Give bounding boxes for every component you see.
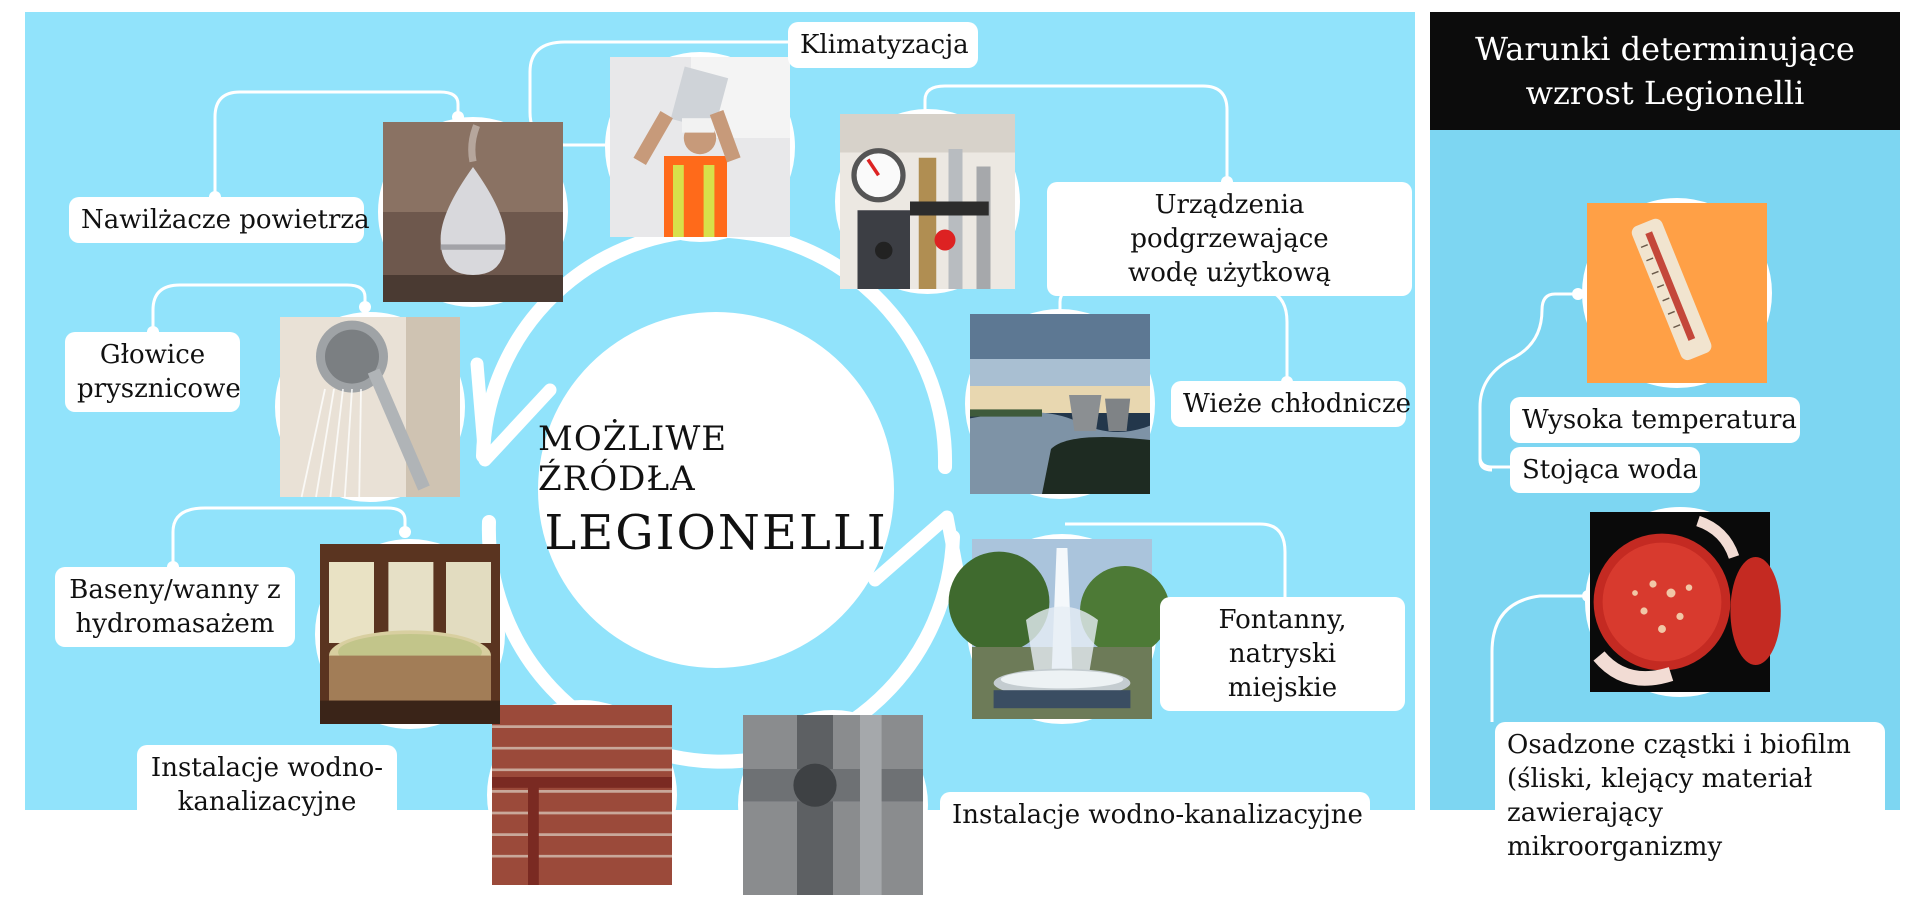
conditions-title: Warunki determinujące wzrost Legionelli bbox=[1430, 12, 1900, 130]
center-title-line1: MOŻLIWE ŹRÓDŁA bbox=[538, 419, 728, 499]
source-label-plumbing-left: Instalacje wodno- kanalizacyjne bbox=[137, 745, 397, 825]
sources-panel bbox=[25, 12, 1415, 830]
source-label-humidifiers: Nawilżacze powietrza bbox=[69, 197, 364, 243]
center-title-line2: LEGIONELLI bbox=[544, 505, 888, 561]
humidifier-photo bbox=[378, 117, 568, 307]
center-circle bbox=[538, 312, 894, 668]
source-label-fountains: Fontanny, natryski miejskie bbox=[1160, 597, 1405, 711]
source-label-cooling-towers: Wieże chłodnicze bbox=[1171, 381, 1406, 427]
conditions-panel bbox=[1430, 12, 1900, 862]
hot-tub-photo bbox=[315, 539, 505, 729]
condition-label-biofilm: Osadzone cząstki i biofilm (śliski, klejący materiał zawierający mikroorganizmy bbox=[1495, 722, 1885, 870]
air-conditioner-photo bbox=[605, 52, 795, 242]
source-label-plumbing-right: Instalacje wodno-kanalizacyjne bbox=[940, 792, 1370, 838]
cooling-tower-photo bbox=[965, 309, 1155, 499]
thermometer-photo bbox=[1582, 198, 1772, 388]
fountain-photo bbox=[967, 534, 1157, 724]
source-label-water-heaters: Urządzenia podgrzewające wodę użytkową bbox=[1047, 182, 1412, 296]
shower-head-photo bbox=[275, 312, 465, 502]
source-label-shower-heads: Głowice prysznicowe bbox=[65, 332, 240, 412]
brick-wall-pipes-photo bbox=[487, 700, 677, 890]
boiler-photo bbox=[835, 109, 1020, 294]
condition-label-high-temperature: Wysoka temperatura bbox=[1510, 397, 1800, 443]
source-label-hot-tubs: Baseny/wanny z hydromasażem bbox=[55, 567, 295, 647]
petri-dish-photo bbox=[1585, 507, 1775, 697]
condition-label-standing-water: Stojąca woda bbox=[1510, 447, 1700, 493]
source-label-klimatyzacja: Klimatyzacja bbox=[788, 22, 978, 68]
pipes-photo bbox=[738, 710, 928, 900]
